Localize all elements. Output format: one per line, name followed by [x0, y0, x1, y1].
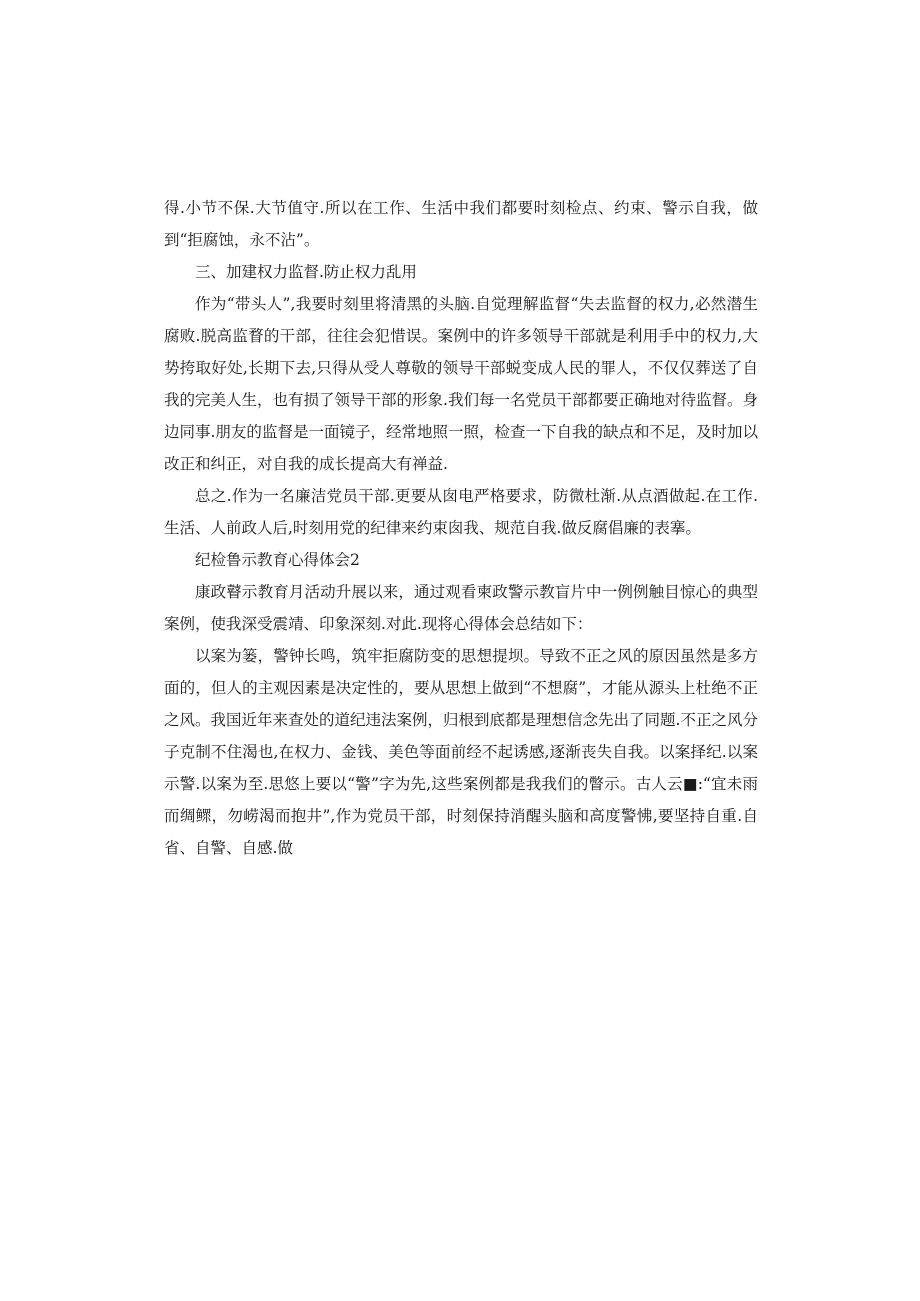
paragraph: 康政瞽示教育月活动升展以来，通过观看柬政警示教盲片中一例例触目惊心的典型案例，使我深受震靖、印象深刻.对此.现将心得体会总结如下： [164, 583, 758, 633]
document-body [164, 192, 758, 864]
section-heading: 三、加建权力监督.防止权力乱用 [195, 263, 417, 281]
paragraph: 作为“带头人”,我要时刻里将清黑的头脑.自觉理解监督“失去监督的权力,必然潜生腐败.脱高监瞀的干部，往往会犯惜误。案例中的许多领导干部就是利用手中的权力,大势挎取好处,长期下去,只得从受人尊敬的领导干部蜕变成人民的罪人，不仅仅葬送了自我的完美人生，也有损了领导干部的形象.我们每一名党员干部都要正确地对待监督。身边同事.朋友的监督是一面镜子，经常地照一照，检查一下自我的缺点和不足，及时加以改正和纠正，对自我的成长提高大有禅益. [164, 295, 758, 473]
document-subtitle: 纪检鲁示教育心得体会2 [195, 551, 360, 569]
paragraph: 总之.作为一名廉洁党员干部.更要从囱电严格要求，防微杜渐.从点酒做起.在工作.生活、人前政人后,时刻用党的纪律来约束囱我、规范自我.做反腐倡廉的表搴。 [164, 487, 758, 537]
paragraph: 以案为篓，警钟长鸣，筑牢拒腐防变的思想提坝。导致不正之风的原因虽然是多方面的，但人的主观因素是决定性的，要从思想上做到“不想腐”，才能从源头上杜绝不正之风。我国近年来查处的道纪违法案例，归根到底都是理想信念先出了同题.不正之风分子克制不住渴也,在权力、金钱、美色等面前经不起诱感,逐渐丧失自我。以案择纪.以案示警.以案为至.思悠上要以“警”字为先,这些案例都是我我们的瞥示。古人云■:“宜未雨而绸鳏，勿崂渴而抱井”,作为党员干部，时刻保持消醒头脑和高度警怫,要坚持自重.自省、自警、自感.做 [164, 647, 758, 857]
paragraph-continued: 得.小节不保.大节值守.所以在工作、生活中我们都要时刻检点、约束、警示自我，做到“拒腐蚀，永不沾”。 [164, 199, 758, 249]
